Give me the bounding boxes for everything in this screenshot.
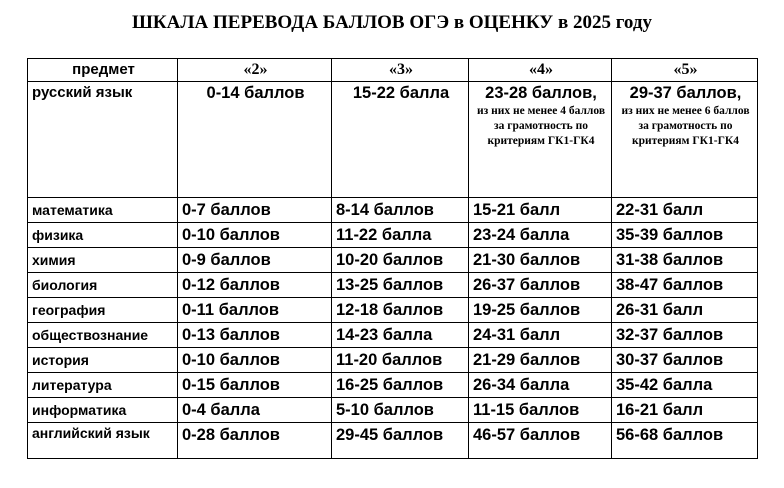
- subject-cell: химия: [28, 248, 178, 273]
- table-row: [28, 273, 758, 298]
- table-row: [28, 198, 758, 223]
- subject-cell: английский язык: [28, 423, 178, 459]
- grade-4-cell: 26-37 баллов: [469, 273, 612, 298]
- grade-3-cell: 10-20 баллов: [332, 248, 469, 273]
- subject-cell: история: [28, 348, 178, 373]
- grade-3-cell: 11-20 баллов: [332, 348, 469, 373]
- subject-cell: литература: [28, 373, 178, 398]
- table-header-row: [28, 59, 758, 82]
- header-subject: предмет: [28, 59, 178, 82]
- table-row: [28, 223, 758, 248]
- grade-3-cell: 5-10 баллов: [332, 398, 469, 423]
- grade-4-cell: 11-15 баллов: [469, 398, 612, 423]
- grade-3-cell: 8-14 баллов: [332, 198, 469, 223]
- grade-5-cell: 16-21 балл: [612, 398, 758, 423]
- grade-2-cell: 0-12 баллов: [178, 273, 332, 298]
- table-row: [28, 423, 758, 459]
- grade-4-cell: 21-30 баллов: [469, 248, 612, 273]
- grade-3-cell: 29-45 баллов: [332, 423, 469, 459]
- table-row: [28, 298, 758, 323]
- table-row: [28, 323, 758, 348]
- grade-2-cell: 0-10 баллов: [178, 348, 332, 373]
- subject-cell: география: [28, 298, 178, 323]
- grade-3-cell: 14-23 балла: [332, 323, 469, 348]
- grade-3-cell: 11-22 балла: [332, 223, 469, 248]
- grade-4-cell: 46-57 баллов: [469, 423, 612, 459]
- table-row: [28, 373, 758, 398]
- grade-5-range: 29-37 баллов,: [629, 84, 742, 102]
- grade-2-cell: 0-9 баллов: [178, 248, 332, 273]
- grade-4-cell: 15-21 балл: [469, 198, 612, 223]
- grade-5-cell: [612, 82, 758, 198]
- grade-5-cell: 22-31 балл: [612, 198, 758, 223]
- subject-cell: биология: [28, 273, 178, 298]
- subject-cell: информатика: [28, 398, 178, 423]
- grade-4-cell: 24-31 балл: [469, 323, 612, 348]
- subject-cell: русский язык: [28, 82, 178, 198]
- grade-scale-table: [27, 58, 758, 459]
- grade-4-range: 23-28 баллов,: [485, 84, 597, 102]
- table-row: [28, 398, 758, 423]
- header-grade-3: «3»: [332, 59, 469, 82]
- grade-5-cell: 38-47 баллов: [612, 273, 758, 298]
- grade-5-cell: 32-37 баллов: [612, 323, 758, 348]
- grade-5-cell: 26-31 балл: [612, 298, 758, 323]
- grade-4-cell: 26-34 балла: [469, 373, 612, 398]
- grade-2-cell: 0-28 баллов: [178, 423, 332, 459]
- grade-2-cell: 0-15 баллов: [178, 373, 332, 398]
- header-grade-2: «2»: [178, 59, 332, 82]
- grade-3-cell: 12-18 баллов: [332, 298, 469, 323]
- grade-4-cell: 23-24 балла: [469, 223, 612, 248]
- grade-4-cell: [469, 82, 612, 198]
- grade-3-cell: 16-25 баллов: [332, 373, 469, 398]
- table-row-russian: [28, 82, 758, 198]
- grade-3-cell: 13-25 баллов: [332, 273, 469, 298]
- page-title: ШКАЛА ПЕРЕВОДА БАЛЛОВ ОГЭ в ОЦЕНКУ в 2025 году: [132, 12, 652, 33]
- grade-5-cell: 35-39 баллов: [612, 223, 758, 248]
- grade-5-cell: 30-37 баллов: [612, 348, 758, 373]
- header-grade-5: «5»: [612, 59, 758, 82]
- subject-cell: физика: [28, 223, 178, 248]
- table-row: [28, 348, 758, 373]
- header-grade-4: «4»: [469, 59, 612, 82]
- table-row: [28, 248, 758, 273]
- grade-2-cell: 0-14 баллов: [178, 82, 332, 198]
- grade-4-note: из них не менее 4 баллов за грамотность по критериям ГК1-ГК4: [476, 105, 606, 147]
- grade-2-cell: 0-13 баллов: [178, 323, 332, 348]
- grade-2-cell: 0-11 баллов: [178, 298, 332, 323]
- subject-cell: обществознание: [28, 323, 178, 348]
- grade-2-cell: 0-7 баллов: [178, 198, 332, 223]
- subject-cell: математика: [28, 198, 178, 223]
- grade-5-cell: 35-42 балла: [612, 373, 758, 398]
- grade-2-cell: 0-10 баллов: [178, 223, 332, 248]
- grade-4-cell: 19-25 баллов: [469, 298, 612, 323]
- grade-2-cell: 0-4 балла: [178, 398, 332, 423]
- grade-5-cell: 56-68 баллов: [612, 423, 758, 459]
- grade-4-cell: 21-29 баллов: [469, 348, 612, 373]
- grade-5-note: из них не менее 6 баллов за грамотность по критериям ГК1-ГК4: [621, 105, 750, 147]
- grade-3-cell: 15-22 балла: [332, 82, 469, 198]
- grade-5-cell: 31-38 баллов: [612, 248, 758, 273]
